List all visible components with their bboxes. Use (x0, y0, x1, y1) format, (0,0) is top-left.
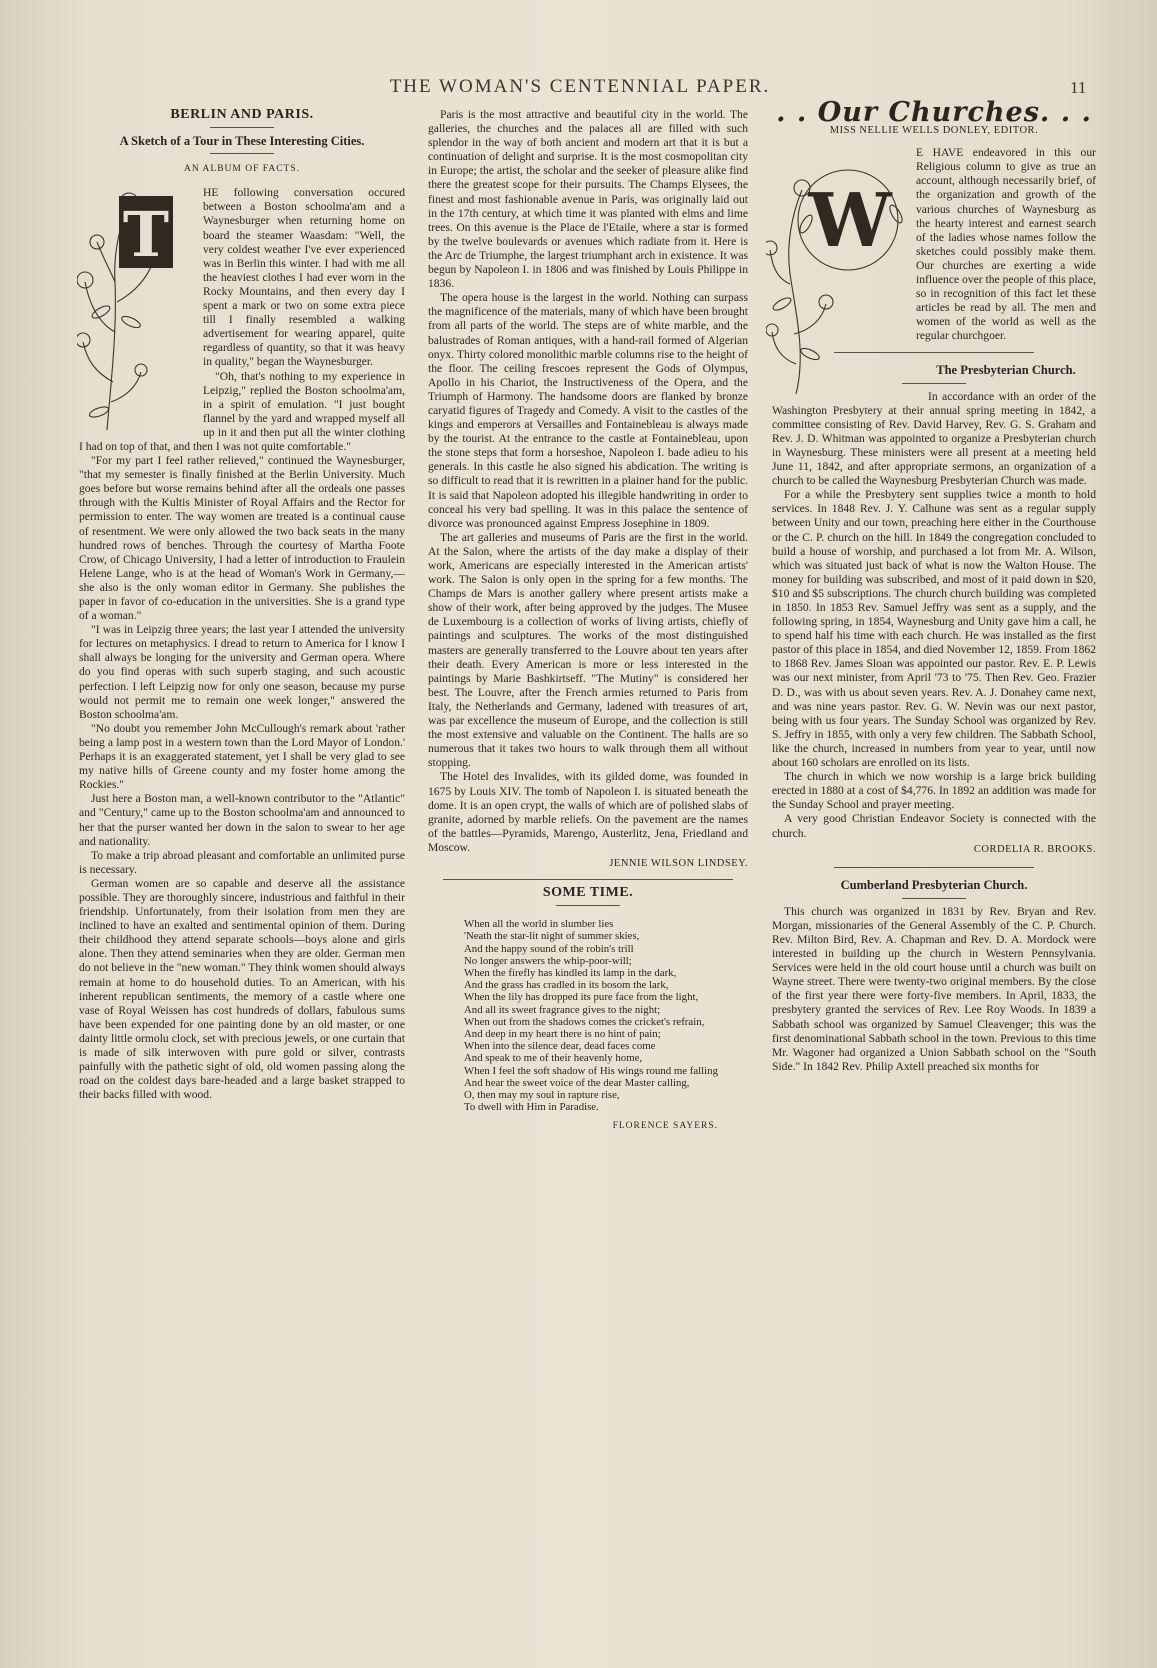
page-number: 11 (1070, 78, 1087, 97)
berlin-paragraph-6: Just here a Boston man, a well-known contributor to the "Atlantic" and "Century," came up to the Boston schoolma'am and announced to her that the purser wanted her down in the salon to swear to her age and nationality. (79, 792, 405, 848)
poem-line: When into the silence dear, dead faces come (464, 1040, 656, 1053)
paper-title: THE WOMAN'S CENTENNIAL PAPER. (389, 76, 771, 97)
poem-line: And the grass has cradled in its bosom the lark, (464, 979, 669, 992)
column-3 (772, 97, 1096, 1074)
churches-editor: MISS NELLIE WELLS DONLEY, EDITOR. (829, 125, 1039, 137)
poem-line: 'Neath the star-lit night of summer skies, (464, 930, 640, 943)
poem-line: No longer answers the whip-poor-will; (464, 954, 632, 967)
floral-illustration-icon (77, 182, 197, 432)
floral-drop-cap-w (766, 154, 912, 400)
wreath-illustration-icon (766, 154, 912, 400)
berlin-article-title: BERLIN AND PARIS. (170, 107, 314, 122)
poem-line: And all its sweet fragrance gives to the night; (464, 1003, 661, 1016)
presbyterian-paragraph-3: The church in which we now worship is a large brick building erected in 1880 at a cost of $4,776. In 1892 an addition was made for the Sunday School and prayer meeting. (772, 770, 1096, 812)
poem-line: O, then may my soul in rapture rise, (464, 1089, 620, 1101)
berlin-paragraph-7: To make a trip abroad pleasant and comfortable an unlimited purse is necessary. (79, 848, 405, 876)
cumberland-title-divider (902, 898, 966, 899)
column-1 (79, 108, 405, 1102)
floral-drop-cap-t (77, 182, 197, 432)
churches-heading: . . Our Churches. . . (776, 97, 1092, 128)
paris-paragraph-3: The art galleries and museums of Paris are the first in the world. At the Salon, where the artists of the day make a display of their work, Americans are especially interested in the American artists' work. The Salon is only open in the spring for a few months. The Champs de Mars is another gallery where present artists make a show of their work, after being approved by the judges. The Musee de Luxembourg is a collection of works of living artists, chiefly of paintings and sculptures. The works of the most distinguished masters are generally transferred to the Louvre about ten years after their death. Every American is more or less interested in the paintings by Marie Bashkirtseff. "The Mutiny" is considered her best. The Louvre, after the French armies returned to Paris from Italy, the Netherlands and Germany, ladened with treasures of art, was par excellence the museum of Europe, and the collection is still the most extensive and valuable on the Continent. The halls are so numerous that it takes two hours to walk through them all without stopping. (428, 530, 748, 770)
paris-paragraph-1: Paris is the most attractive and beautiful city in the world. The galleries, the churches and the palaces all are filled with such splendor in the way of both ancient and modern art that it is but a continuation of delight and surprise. It is the most cosmopolitan city in Europe; the artist, the scholar and the seeker of pleasure alike find there the greatest scope for their pursuits. The Champs Elysees, the finest and most fashionable avenue in Paris, was originally laid out in the 17th century, at which time it was planted with elms and lime trees. On this avenue is the Place de l'Etaile, where a star is formed by the twelve boulevards or avenues which radiate from it. Here is the Arc de Triumphe, the largest triumphant arch in existence. It was begun by Napoleon I. in 1806 and was finished by Louis Philippe in 1836. (428, 108, 748, 291)
poem-line: To dwell with Him in Paradise. (464, 1101, 599, 1114)
poem-line: And deep in my heart there is no hint of pain; (464, 1027, 661, 1040)
cumberland-paragraph-1: This church was organized in 1831 by Rev. Bryan and Rev. Morgan, missionaries of the General Assembly of the C. P. Church. Rev. Milton Bird, Rev. A. Chapman and Rev. D. A. Mordock were interested in building up the church in Western Pennsylvania. Services were held in the old court house until a church was built on Wayne street. There were twenty-two original members. By the close of the first year there were forty-five members. In April, 1833, the presbytery granted the services of Rev. Lee Roy Woods. In 1839 a Sabbath school was organized by Samuel Cleavenger; this was the first denominational Sabbath school in the town. Previous to this time Mr. Wagoner had organized a Union Sabbath school on the "South Side." In 1842 Rev. Philip Axtell preached six months for (772, 904, 1096, 1073)
berlin-paragraph-3: "For my part I feel rather relieved," continued the Waynesburger, "that my semester is finally finished at the Berlin University. Much goes before but worse remains behind after all the ordeals one passes through with the Kultis Minister of Royal Affairs and the Rector for permission to enter. The way women are treated is a continual cause of resentment. We were only allowed the two back seats in the many hundred rows of benches. Through the courtesy of Martha Foote Crow, of Chicago University, I had a letter of introduction to Fraulein Helene Lange, who is at the head of Woman's Work in Germany,—she also is the only woman editor in Germany. She publishes the paper in favor of co-education in the universities. She is a grand type of a woman." (79, 454, 405, 623)
column-2 (428, 108, 748, 1134)
presbyterian-paragraph-1: In accordance with an order of the Washington Presbytery at their annual spring meeting in 1842, a committee consisting of Rev. David Harvey, Rev. G. S. Graham and Rev. J. D. Whitman was appointed to organize a Presbyterian church in Waynesburg. These ministers were all present at a meeting held June 11, 1842, and after appropriate sermons, an organization of a church to be called the Waynesburg Presbyterian Church was made. (772, 389, 1096, 488)
berlin-paragraph-2: "Oh, that's nothing to my experience in Leipzig," replied the Boston schoolma'am, in a spirit of emulation. "I just bought flannel by the yard and wrapped myself all up in it and then put all the winter clothing I had on top of that, and then I was not quite comfortable." (79, 369, 405, 453)
cumberland-title: Cumberland Presbyterian Church. (840, 877, 1028, 892)
poem-line: When all the world in slumber lies (464, 918, 614, 931)
poem-line: And speak to me of their heavenly home, (464, 1052, 643, 1065)
subtitle-divider (210, 153, 274, 154)
berlin-body (79, 186, 405, 1102)
poem-line: And the happy sound of the robin's trill (464, 942, 634, 955)
poem-body (464, 918, 718, 1113)
churches-intro: E HAVE endeavored in this our Religious column to give as true an account, although necessarily brief, of the organization and growth of the various churches of Waynesburg as the hearty interest and earnest search of the ladies whose names follow the sketches could possibly make them. Our churches are exerting a wide influence over the people of this place, so in recognition of this fact let these articles be read by all. The men and women of the world as well as the regular churchgoer. (916, 146, 1096, 343)
berlin-paragraph-8: German women are so capable and deserve all the assistance possible. They are thoroughly sincere, industrious and faithful in their friendship. Unfortunately, from their isolation from men they are inclined to have an exalted and sentimental opinion of them. During their childhood they attend separate schools—boys alone and girls alone. Then they attend seminaries when they are older. German men do not believe in the "new woman." They think women should always remain at home to do household duties. To an American, with his inherent republican sentiments, the memory of a castle where one vase of Royal Weissen has cost hundreds of dollars, fabulous sums have been expended for one painting done by an old master, or one dainty little ormolu clock, set with precious jewels, or one curtain that is made of silk interwoven with pure gold or silver, contrasts painfully with the pathetic sight of old, old women passing along the road on the coldest days bare-headed and a large basket strapped to their backs filled with wood. (79, 876, 405, 1102)
berlin-author-signature: JENNIE WILSON LINDSEY. (609, 857, 748, 869)
poem-line: When out from the shadows comes the cricket's refrain, (464, 1015, 705, 1028)
berlin-paragraph-5: "No doubt you remember John McCullough's remark about 'rather being a lamp post in a western town than the Lord Mayor of London.' Perhaps it is an exaggerated statement, yet I shall be very glad to see my native hills of Greene county and my foster home among the Rockies." (79, 721, 405, 792)
berlin-paragraph-4: "I was in Leipzig three years; the last year I attended the university for lectures on metaphysics. I dread to return to America for I know I shall always be longing for the university and German opera. Where do you find operas with such superb staging, and such acoustic perfection. I left Leipzig now for only one season, because my purse would not permit me to remain one week longer," answered the Boston schoolma'am. (79, 623, 405, 721)
section-divider (834, 867, 1034, 868)
berlin-paragraph-1: HE following conversation occured between a Boston schoolma'am and a Waynesburger when returning home on board the steamer Waasdam: "Well, the very coldest weather I've ever experienced was in Berlin this winter. I had with me all the heaviest clothes I had ever worn in the Rocky Mountains, and then every day I spent a mark or two on some extra piece till I finally resembled a walking advertisement for wearing apparel, quite regardless of quantity, so that it was heavy in quality," began the Waynesburger. (203, 186, 405, 369)
paris-paragraph-4: The Hotel des Invalides, with its gilded dome, was founded in 1675 by Louis XIV. The tomb of Napoleon I. is situated beneath the dome. It is an open crypt, the walls of which are of polished slabs of granite, adorned by marble reliefs. On the pavement are the names of the battles—Pyramids, Marengo, Austerlitz, Jena, Friedland and Moscow. (428, 770, 748, 854)
poem-author: FLORENCE SAYERS. (612, 1121, 718, 1132)
poem-line: And hear the sweet voice of the dear Master calling, (464, 1076, 690, 1089)
poem-divider (443, 879, 733, 880)
poem-title-divider (556, 905, 620, 906)
poem-line: When I feel the soft shadow of His wings round me falling (464, 1064, 718, 1077)
presbyterian-signature: CORDELIA R. BROOKS. (973, 843, 1096, 855)
title-divider (210, 127, 274, 128)
svg-text:W: W (808, 178, 892, 265)
poem-title: SOME TIME. (542, 885, 634, 901)
presbyterian-title: The Presbyterian Church. (936, 362, 1076, 377)
svg-text:T: T (122, 198, 170, 272)
presbyterian-paragraph-2: For a while the Presbytery sent supplies twice a month to hold services. In 1848 Rev. J. Y. Calhune was sent as a regular supply between Unity and our town, preaching here either in the Courthouse or the C. P. church on the hill. In 1849 the congregation concluded to build a house of worship, and purchased a lot from Mr. A. Wilson, which was situated just back of what is now the Walton House. The money for building was subscribed, and most of it paid down in $20, $10 and $5 subscriptions. The church church building was completed in 1850. In 1853 Rev. Samuel Jeffry was sent as a supply, and the following spring, in 1854, Waynesburg and Unity gave him a call, he to spend half his time with each church. He was installed as the first pastor of this place in 1854, and died November 12, 1859. From 1862 to 1868 Rev. James Sloan was appointed our pastor. Rev. E. P. Lewis was our next minister, from April '73 to '75. Then Rev. Geo. Frazier D. D., was with us about seven years. Rev. A. J. Donahey came next, and was nine years pastor. Rev. G. W. Nevin was our next pastor, being with us four years. The Sunday School was organized by Rev. S. Jeffry in 1855, with only a very few children. The Sabbath School, like the church, increased in numbers from year to year, until now about 160 scholars are enrolled on its lists. (772, 488, 1096, 770)
berlin-article-subtitle: A Sketch of a Tour in These Interesting Cities. (119, 134, 365, 149)
poem-line: When the firefly has kindled its lamp in the dark, (464, 966, 677, 979)
presbyterian-paragraph-4: A very good Christian Endeavor Society is connected with the church. (772, 812, 1096, 840)
paris-paragraph-2: The opera house is the largest in the world. Nothing can surpass the magnificence of the materials, many of which have been brought from all parts of the world. The steps are of white marble, and the balustrades of Roman antiques, with a hand-rail formed of Algerian onyx. Thirty colored monolithic marble columns rise to the height of the floor. The ceiling frescoes represent the Gods of Olympus, Apollo in his Chariot, the Instructiveness of the Opera, and the Triumph of Harmony. The handsome doors are flanked by bronze caryatid figures of Tragedy and Comedy. A visit to the castles of the kings and emperors at Versailles and Fontainebleau is always made by the tourist. At the entrance to the castle at Fontainebleau, upon the stone steps that form a horseshoe, Napoleon I. bade adieu to his generals. In this castle he also signed his abdication. The writing is so difficult to read that it is rewritten in a plainer hand for the public. It is said that Napoleon adopted his illegible handwriting in order to conceal his very bad spelling. It was in this palace the sentence of divorce was pronounced against Empress Josephine in 1809. (428, 291, 748, 530)
poem-line: When the lily has dropped its pure face from the light, (464, 991, 699, 1004)
berlin-album-caption: AN ALBUM OF FACTS. (183, 164, 300, 175)
